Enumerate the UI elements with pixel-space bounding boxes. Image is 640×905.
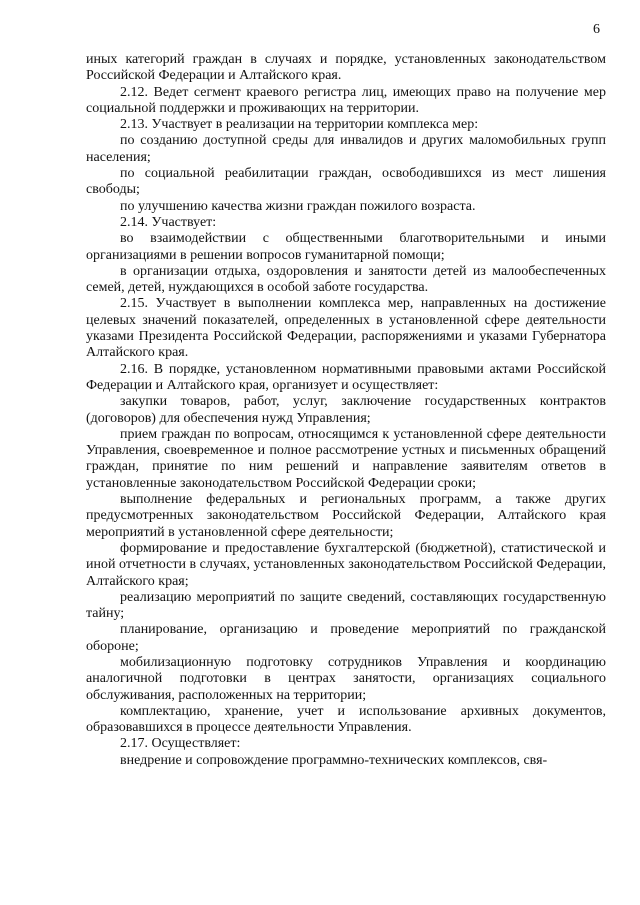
paragraph: 2.13. Участвует в реализации на территории комплекса мер: — [120, 117, 479, 133]
paragraph: формирование и предоставление бухгалтерской (бюджетной), статистической и иной отчетности в случаях, установленных законодательством Российской Федерации, Алтайского края; — [86, 540, 606, 589]
paragraph: 2.17. Осуществляет: — [120, 736, 241, 752]
paragraph: мобилизационную подготовку сотрудников Управления и координацию аналогичной подготовки в центрах занятости, организациях социального обслуживания, расположенных на территории; — [86, 654, 606, 703]
paragraph: по социальной реабилитации граждан, освободившихся из мест лишения свободы; — [86, 166, 606, 198]
paragraph: иных категорий граждан в случаях и порядке, установленных законодательством Российской Федерации и Алтайского края. — [86, 52, 606, 84]
page-number: 6 — [593, 22, 600, 37]
paragraph: в организации отдыха, оздоровления и занятости детей из малообеспеченных семей, детей, нуждающихся в особой заботе государства. — [86, 263, 606, 296]
paragraph: 2.12. Ведет сегмент краевого регистра лиц, имеющих право на получение мер социальной поддержки и проживающих на территории. — [86, 84, 606, 116]
paragraph: по созданию доступной среды для инвалидов и других маломобильных групп населения; — [86, 133, 606, 165]
paragraph: планирование, организацию и проведение мероприятий по гражданской обороне; — [86, 622, 606, 654]
paragraph: закупки товаров, работ, услуг, заключение государственных контрактов (договоров) для обеспечения нужд Управления; — [86, 394, 606, 426]
paragraph: комплектацию, хранение, учет и использование архивных документов, образовавшихся в процессе деятельности Управления. — [86, 703, 606, 736]
paragraph: внедрение и сопровождение программно-технических комплексов, свя- — [120, 752, 548, 768]
paragraph: 2.14. Участвует: — [120, 214, 217, 230]
paragraph: 2.15. Участвует в выполнении комплекса мер, направленных на достижение целевых значений показателей, определенных в установленной сфере деятельности указами Президента Российской Федерации, распоряжениями и указами Губернатора Алтайского края. — [86, 296, 606, 361]
paragraph: во взаимодействии с общественными благотворительными и иными организациями в решении вопросов гуманитарной помощи; — [86, 231, 606, 263]
paragraph: 2.16. В порядке, установленном нормативными правовыми актами Российской Федерации и Алтайского края, организует и осуществляет: — [86, 361, 606, 393]
paragraph: прием граждан по вопросам, относящимся к установленной сфере деятельности Управления, своевременное и полное рассмотрение устных и письменных обращений граждан, принятие по ним решений и направление заявителям ответов в установленные законодательством Российской Федерации сроки; — [86, 426, 606, 491]
paragraph: выполнение федеральных и региональных программ, а также других предусмотренных законодательством Российской Федерации, Алтайского края мероприятий в установленной сфере деятельности; — [86, 492, 606, 540]
document-body — [86, 52, 606, 769]
paragraph: реализацию мероприятий по защите сведений, составляющих государственную тайну; — [86, 589, 606, 622]
paragraph: по улучшению качества жизни граждан пожилого возраста. — [120, 198, 476, 214]
